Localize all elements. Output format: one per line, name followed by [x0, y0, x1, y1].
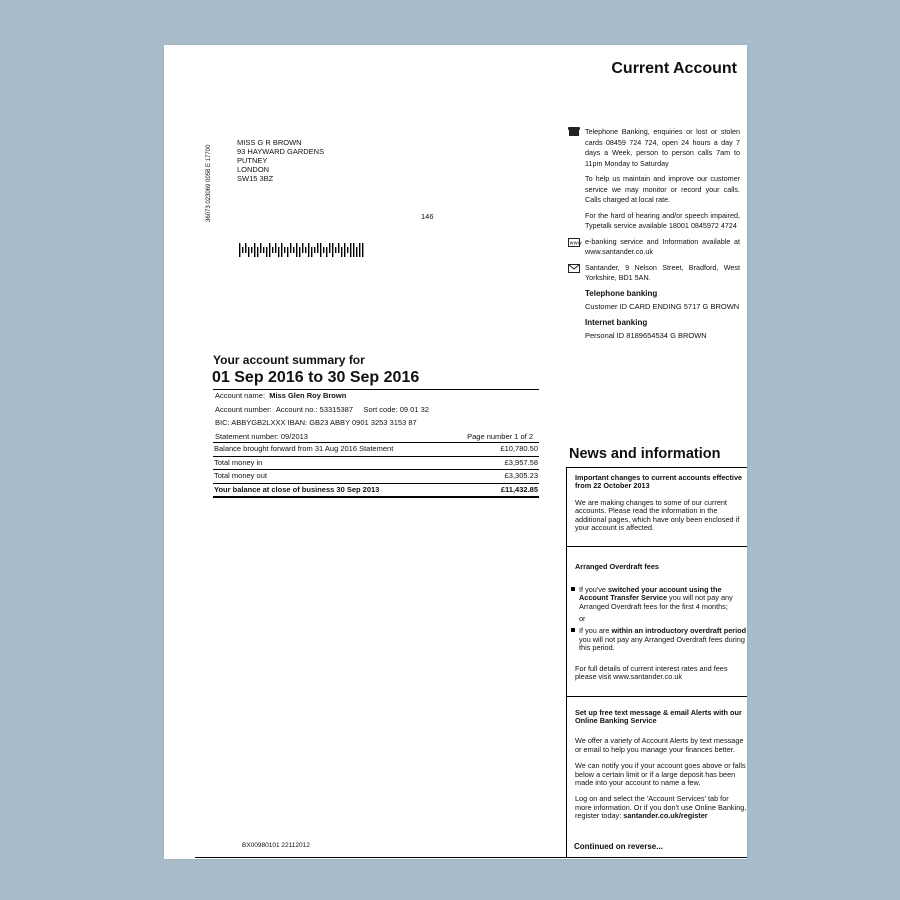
list-item: If you've switched your account using the Account Transfer Service you will not pay any Arranged Overdraft fees for the first 4 months;: [575, 586, 747, 611]
post-text: Santander, 9 Nelson Street, Bradford, West Yorkshire, BD1 5AN.: [585, 262, 740, 282]
news-paragraph: We are making changes to some of our current accounts. Please read the information in the additional pages, which have only been enclosed if your account is affected.: [575, 497, 740, 533]
account-details: [215, 391, 539, 445]
continued-text: Continued on reverse...: [574, 842, 663, 851]
summary-divider: [213, 389, 539, 390]
svg-text:www: www: [569, 240, 582, 246]
internet-banking-label: Internet banking: [585, 317, 648, 327]
news-paragraph: For full details of current interest rates and fees please visit www.santander.co.uk: [575, 663, 728, 682]
news-heading: Set up free text message & email Alerts with our Online Banking Service: [575, 707, 742, 725]
page-title: Current Account: [611, 60, 737, 77]
telephone-icon: [568, 127, 580, 136]
mailing-address: [237, 138, 324, 183]
address-line: 93 HAYWARD GARDENS: [237, 147, 325, 156]
internet-banking-id: Personal ID 8189654534 G BROWN: [585, 331, 707, 340]
bottom-divider: [195, 857, 747, 858]
statement-page: [164, 45, 747, 859]
address-line: PUTNEY: [237, 156, 268, 165]
summary-dates: 01 Sep 2016 to 30 Sep 2016: [212, 369, 420, 386]
address-line: SW15 3BZ: [237, 174, 274, 183]
statement-number: Statement number: 09/2013: [215, 431, 308, 441]
list-item: If you are within an introductory overdraft period you will not pay any Arranged Overdraft fees during this period.: [575, 627, 747, 652]
page-number: Page number 1 of 2: [467, 431, 533, 441]
news-title: News and information: [569, 446, 721, 462]
news-paragraph: Log on and select the 'Account Services' tab for more information. Or if you don't use Online Banking, register today: santander.co.uk/register: [575, 794, 747, 821]
account-name-label: Account name:: [215, 391, 266, 400]
news-box: [566, 467, 747, 858]
address-line: LONDON: [237, 165, 270, 174]
table-row: Total money out £3,305.23: [213, 470, 539, 484]
register-link[interactable]: santander.co.uk/register: [623, 811, 708, 821]
news-heading: Important changes to current accounts effective from 22 October 2013: [575, 473, 743, 491]
summary-heading: Your account summary for: [213, 353, 365, 367]
phone-text: Telephone Banking, enquiries or lost or stolen cards 08459 724 724, open 24 hours a day 7 days a Week, person to person calls 7am to 11pm Monday to Saturday: [585, 127, 740, 168]
news-paragraph: We offer a variety of Account Alerts by text message or email to help you manage your finances better.: [575, 736, 744, 754]
web-icon: [568, 238, 580, 247]
contact-info: [568, 127, 740, 342]
or-text: or: [579, 614, 586, 624]
table-row: Your balance at close of business 30 Sep 2013 £11,432.85: [213, 484, 539, 499]
table-row: Balance brought forward from 31 Aug 2016 Statement £10,780.50: [213, 443, 539, 457]
telephone-banking-id: Customer ID CARD ENDING 5717 G BROWN: [585, 302, 740, 311]
web-text: e-banking service and Information available at www.santander.co.uk: [585, 236, 740, 256]
telephone-banking-label: Telephone banking: [585, 288, 658, 298]
footer-code: BX00980101 22112012: [242, 842, 310, 849]
table-row: Total money in £3,957.58: [213, 457, 539, 471]
account-number: Account no.: 53315387: [275, 404, 354, 414]
news-paragraph: We can notify you if your account goes above or falls below a certain limit or if a large deposit has been made into your account to name a few.: [575, 761, 746, 787]
balance-table: [213, 442, 539, 498]
monitor-text: To help us maintain and improve our customer service we may monitor or record your calls. Calls charged at local rate.: [585, 174, 740, 204]
account-name: Miss Glen Roy Brown: [269, 391, 347, 400]
address-line: MISS G R BROWN: [237, 138, 302, 147]
ref-number: 146: [421, 212, 434, 221]
bic-iban: BIC: ABBYGB2LXXX IBAN: GB23 ABBY 0901 3253 3153 87: [215, 418, 417, 427]
account-number-label: Account number:: [215, 404, 272, 414]
envelope-icon: [568, 264, 580, 273]
news-heading: Arranged Overdraft fees: [575, 562, 659, 572]
sort-code-vertical: 36073 023069 0058 E 17700: [206, 144, 212, 222]
hearing-text: For the hard of hearing and/or speech impaired, Typetalk service available 18001 0845972 4724: [585, 210, 740, 230]
postal-barcode: [239, 243, 364, 257]
sort-code: Sort code: 09 01 32: [363, 404, 429, 414]
